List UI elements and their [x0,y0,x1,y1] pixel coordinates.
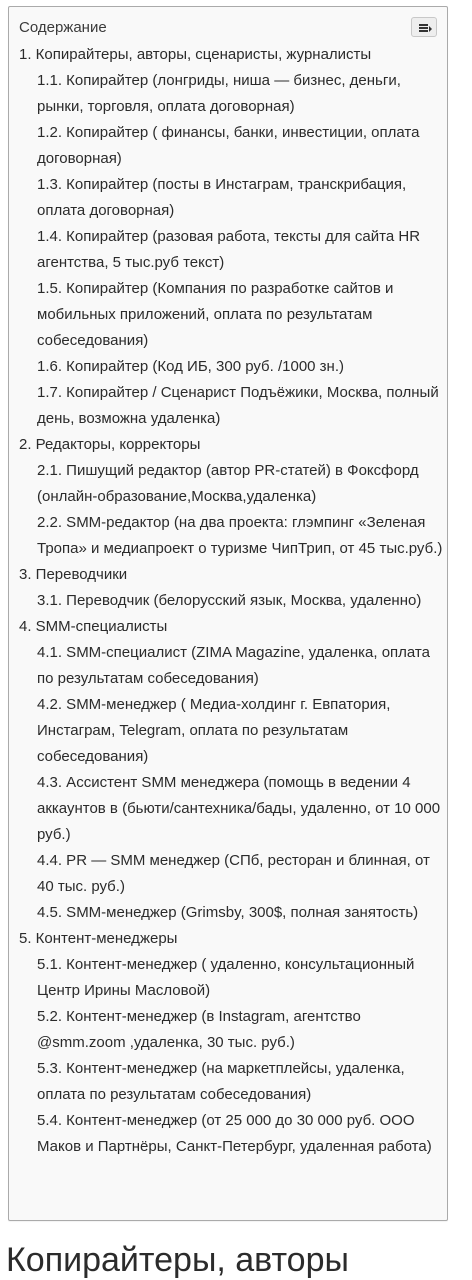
toc-section-link[interactable]: 1. Копирайтеры, авторы, сценаристы, журналисты [19,46,372,63]
toc-subitem [37,692,443,770]
toc-subitem [37,952,443,1004]
toc-subitem [37,848,443,900]
toc-subitem-link[interactable]: 4.2. SMM-менеджер ( Медиа-холдинг г. Евпатория, Инстаграм, Telegram, оплата по результатам собеседования) [37,696,391,765]
table-of-contents [8,6,448,1221]
toc-section-link[interactable]: 3. Переводчики [19,566,128,583]
toc-subitem [37,68,443,120]
toc-subitem-link[interactable]: 1.7. Копирайтер / Сценарист Подъёжики, Москва, полный день, возможна удаленка) [37,384,439,427]
toc-subitem [37,224,443,276]
toc-sublist [19,952,443,1160]
toc-subitem [37,1004,443,1056]
toc-subitem [37,900,443,926]
toc-subitem [37,770,443,848]
toc-subitem-link[interactable]: 5.2. Контент-менеджер (в Instagram, агентство @smm.zoom ,удаленка, 30 тыс. руб.) [37,1008,361,1051]
toc-subitem [37,510,443,562]
toc-section-link[interactable]: 2. Редакторы, корректоры [19,436,201,453]
toc-subitem-link[interactable]: 2.2. SMM-редактор (на два проекта: глэмпинг «Зеленая Тропа» и медиапроект о туризме ЧипТрип, от 45 тыс.руб.) [37,514,443,557]
toc-subitem-link[interactable]: 4.1. SMM-специалист (ZIMA Magazine, удаленка, оплата по результатам собеседования) [37,644,430,687]
list-toggle-icon[interactable] [411,17,437,37]
toc-section [19,614,443,926]
toc-subitem-link[interactable]: 4.3. Ассистент SMM менеджера (помощь в ведении 4 аккаунтов в (бьюти/сантехника/бады, удаленно, от 10 000 руб.) [37,774,441,843]
toc-subitem-link[interactable]: 5.3. Контент-менеджер (на маркетплейсы, удаленка, оплата по результатам собеседования) [37,1060,405,1103]
toc-subitem [37,1108,443,1160]
toc-section [19,926,443,1160]
toc-section [19,562,443,614]
toc-subitem [37,588,443,614]
toc-subitem [37,354,443,380]
toc-section-link[interactable]: 4. SMM-специалисты [19,618,168,635]
toc-subitem [37,640,443,692]
toc-subitem-link[interactable]: 1.6. Копирайтер (Код ИБ, 300 руб. /1000 зн.) [37,358,345,375]
toc-subitem [37,172,443,224]
toc-subitem-link[interactable]: 4.5. SMM-менеджер (Grimsby, 300$, полная занятость) [37,904,419,921]
toc-sublist [19,68,443,432]
toc-subitem-link[interactable]: 1.4. Копирайтер (разовая работа, тексты для сайта HR агентства, 5 тыс.руб текст) [37,228,421,271]
toc-subitem-link[interactable]: 5.1. Контент-менеджер ( удаленно, консультационный Центр Ирины Масловой) [37,956,415,999]
toc-sublist [19,640,443,926]
toc-subitem-link[interactable]: 1.3. Копирайтер (посты в Инстаграм, транскрибация, оплата договорная) [37,176,407,219]
article-heading: Копирайтеры, авторы [6,1241,349,1279]
toc-section [19,432,443,562]
toc-subitem-link[interactable]: 2.1. Пишущий редактор (автор PR-статей) в Фоксфорд (онлайн-образование,Москва,удаленка) [37,462,419,505]
toc-sublist [19,458,443,562]
toc-title: Содержание [19,19,107,36]
toc-subitem-link[interactable]: 5.4. Контент-менеджер (от 25 000 до 30 000 руб. ООО Маков и Партнёры, Санкт-Петербург, удаленная работа) [37,1112,432,1155]
toc-sublist [19,588,443,614]
toc-subitem [37,1056,443,1108]
toc-subitem-link[interactable]: 1.5. Копирайтер (Компания по разработке сайтов и мобильных приложений, оплата по результатам собеседования) [37,280,394,349]
toc-subitem [37,380,443,432]
toc-subitem-link[interactable]: 4.4. PR — SMM менеджер (СПб, ресторан и блинная, от 40 тыс. руб.) [37,852,430,895]
toc-subitem-link[interactable]: 3.1. Переводчик (белорусский язык, Москва, удаленно) [37,592,422,609]
toc-subitem [37,458,443,510]
toc-section [19,42,443,432]
toc-subitem [37,276,443,354]
toc-subitem-link[interactable]: 1.2. Копирайтер ( финансы, банки, инвестиции, оплата договорная) [37,124,420,167]
toc-section-link[interactable]: 5. Контент-менеджеры [19,930,178,947]
toc-subitem [37,120,443,172]
toc-list [19,42,443,1160]
toc-subitem-link[interactable]: 1.1. Копирайтер (лонгриды, ниша — бизнес, деньги, рынки, торговля, оплата договорная) [37,72,401,115]
